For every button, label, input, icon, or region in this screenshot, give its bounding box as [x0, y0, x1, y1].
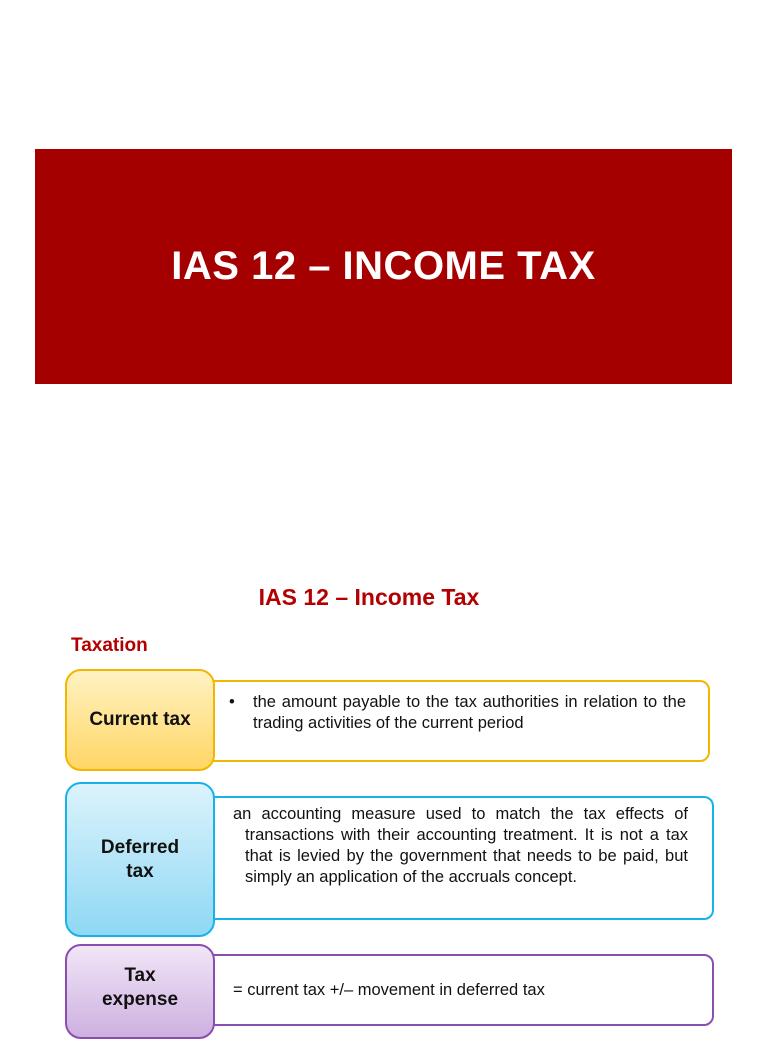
- slide-title: IAS 12 – Income Tax: [258, 584, 480, 610]
- section-label: Taxation: [71, 635, 148, 656]
- deferred-tax-term-box: [65, 782, 215, 937]
- current-tax-bullet-item: [229, 692, 686, 734]
- deferred-tax-term: Deferred tax: [100, 836, 180, 882]
- current-tax-description-box: [205, 680, 710, 762]
- tax-expense-term: Tax expense: [101, 965, 179, 1010]
- current-tax-description: the amount payable to the tax authorities in relation to the trading activities of the current period: [253, 693, 686, 732]
- deferred-tax-description: an accounting measure used to match the tax effects of transactions with their accounting treatment. It is not a tax that is levied by the government that needs to be paid, but simply an application of the accruals concept.: [233, 805, 688, 886]
- tax-expense-description: = current tax +/– movement in deferred tax: [233, 981, 545, 999]
- bullet-marker: •: [229, 693, 235, 711]
- banner-title: IAS 12 – INCOME TAX: [171, 244, 596, 288]
- title-slide-banner: [35, 149, 732, 384]
- deferred-tax-description-box: [205, 796, 714, 920]
- current-tax-term-box: [65, 669, 215, 771]
- tax-expense-term-box: [65, 944, 215, 1039]
- current-tax-term: Current tax: [89, 709, 191, 730]
- tax-expense-description-box: [205, 954, 714, 1026]
